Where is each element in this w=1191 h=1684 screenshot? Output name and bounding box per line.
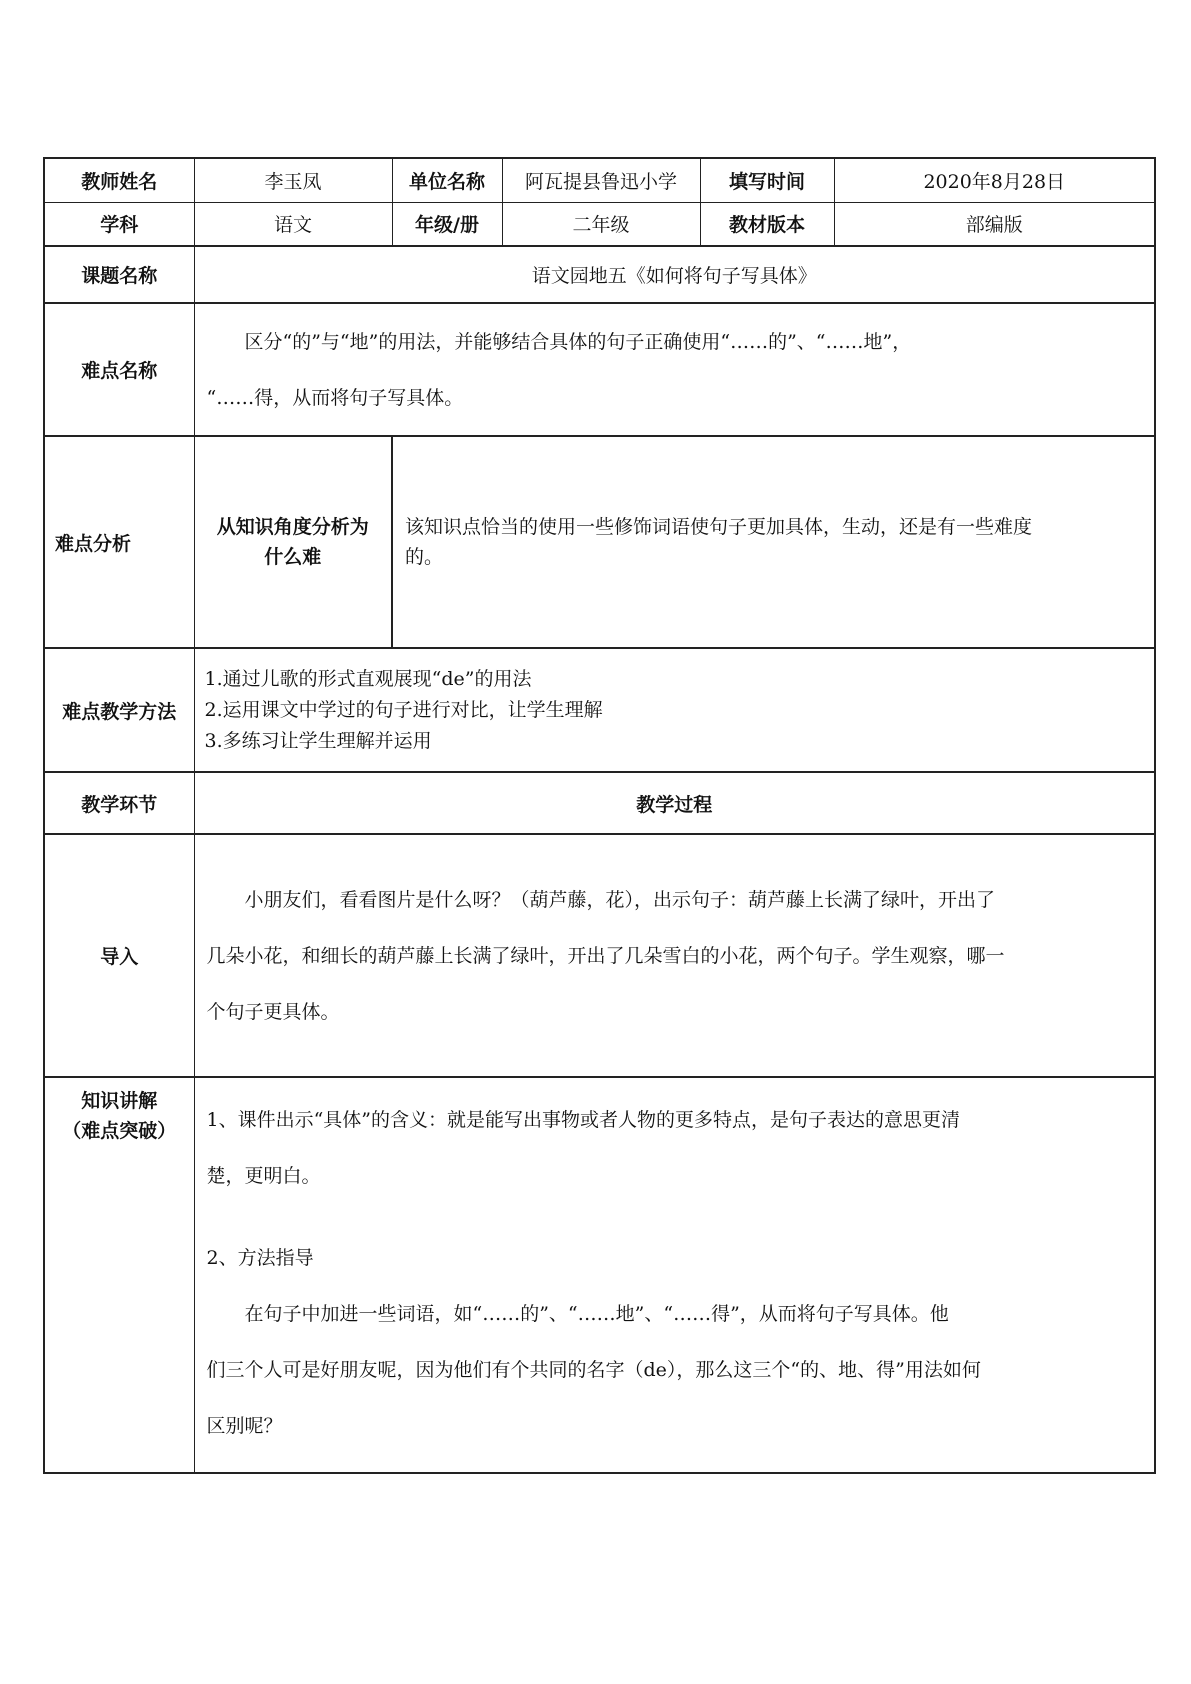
unit-label: 单位名称 (392, 158, 502, 202)
knowledge-label-line-1: 知识讲解 (81, 1090, 158, 1112)
intro-line-2: 几朵小花，和细长的葫芦藤上长满了绿叶，开出了几朵雪白的小花，两个句子。学生观察，哪一 (206, 944, 1005, 967)
teacher-value: 李玉凤 (194, 158, 392, 202)
method-item: 3.多练习让学生理解并运用 (204, 729, 432, 752)
knowledge-p1-line-2: 楚，更明白。 (206, 1165, 321, 1187)
stage-label: 教学环节 (44, 772, 194, 834)
analysis-text (392, 436, 1155, 648)
lesson-plan-table (43, 157, 1156, 1474)
teacher-label: 教师姓名 (44, 158, 194, 202)
grade-value: 二年级 (502, 202, 700, 246)
knowledge-p2-line-1: 在句子中加进一些词语，如“……的”、“……地”、“……得”，从而将句子写具体。他 (244, 1303, 949, 1325)
header-row-2 (44, 202, 1155, 246)
difficulty-label: 难点名称 (44, 303, 194, 436)
knowledge-row (44, 1077, 1155, 1473)
analysis-line-2: 的。 (405, 546, 444, 568)
edition-value: 部编版 (834, 202, 1155, 246)
difficulty-line-1: 区分“的”与“地”的用法，并能够结合具体的句子正确使用“……的”、“……地”， (244, 330, 912, 353)
method-label: 难点教学方法 (44, 648, 194, 772)
analysis-line-1: 该知识点恰当的使用一些修饰词语使句子更加具体，生动，还是有一些难度 (405, 516, 1033, 538)
intro-row (44, 834, 1155, 1077)
subject-label: 学科 (44, 202, 194, 246)
topic-row (44, 246, 1155, 303)
process-label: 教学过程 (194, 772, 1155, 834)
analysis-sub-label (194, 436, 392, 648)
knowledge-p2-title: 2、方法指导 (206, 1247, 314, 1269)
intro-label: 导入 (44, 834, 194, 1077)
analysis-row (44, 436, 1155, 648)
knowledge-p1-line-1: 1、课件出示“具体”的含义：就是能写出事物或者人物的更多特点，是句子表达的意思更清 (206, 1109, 961, 1131)
analysis-sub-label-line-1: 从知识角度分析为 (216, 516, 369, 538)
intro-line-3: 个句子更具体。 (206, 1000, 340, 1023)
date-label: 填写时间 (700, 158, 834, 202)
knowledge-p2-line-2: 们三个人可是好朋友呢，因为他们有个共同的名字（de），那么这三个“的、地、得”用法如何 (206, 1359, 981, 1381)
grade-label: 年级/册 (392, 202, 502, 246)
header-row-1 (44, 158, 1155, 202)
unit-value: 阿瓦提县鲁迅小学 (502, 158, 700, 202)
knowledge-text (194, 1077, 1155, 1473)
analysis-sub-label-line-2: 什么难 (264, 546, 322, 568)
difficulty-line-2: “……得，从而将句子写具体。 (206, 386, 464, 409)
method-list (194, 648, 1155, 772)
process-header-row (44, 772, 1155, 834)
method-row (44, 648, 1155, 772)
topic-value: 语文园地五《如何将句子写具体》 (194, 246, 1155, 303)
subject-value: 语文 (194, 202, 392, 246)
date-value: 2020年8月28日 (834, 158, 1155, 202)
knowledge-label-line-2: （难点突破） (62, 1120, 177, 1142)
edition-label: 教材版本 (700, 202, 834, 246)
difficulty-row (44, 303, 1155, 436)
method-item: 2.运用课文中学过的句子进行对比，让学生理解 (204, 698, 603, 721)
topic-label: 课题名称 (44, 246, 194, 303)
knowledge-p2-line-3: 区别呢？ (206, 1415, 283, 1437)
analysis-label: 难点分析 (44, 436, 194, 648)
difficulty-text (194, 303, 1155, 436)
paragraph-gap (207, 1204, 1143, 1230)
intro-text (194, 834, 1155, 1077)
intro-line-1: 小朋友们，看看图片是什么呀？（葫芦藤，花），出示句子：葫芦藤上长满了绿叶，开出了 (244, 888, 996, 911)
knowledge-label (44, 1077, 194, 1473)
method-item: 1.通过儿歌的形式直观展现“de”的用法 (204, 667, 532, 690)
